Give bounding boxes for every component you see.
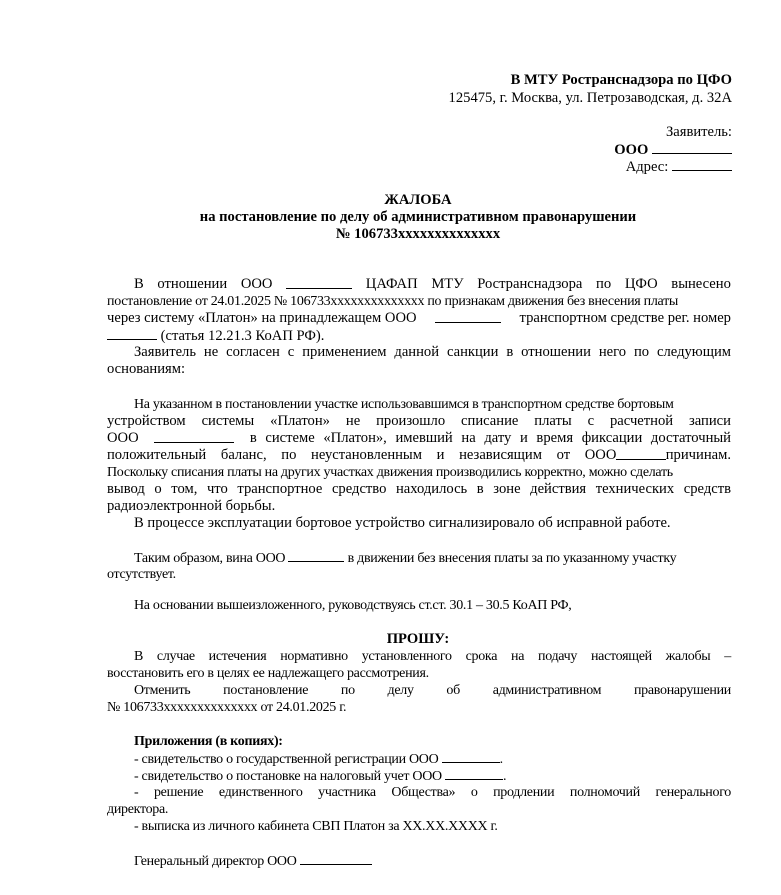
request-heading: ПРОШУ: xyxy=(386,631,450,647)
applicant-address-label: Адрес: xyxy=(625,159,669,175)
request-item2-line2: № 106733xxxxxxxxxxxxxx от 24.01.2025 г. xyxy=(107,700,347,715)
attachment-item: - свидетельство о государственной регистрации ООО . xyxy=(134,752,503,767)
request-item1-line2: восстановить его в целях ее надлежащего рассмотрения. xyxy=(107,666,429,681)
word: ЦАФАП xyxy=(365,276,418,292)
p1-line3 xyxy=(107,310,731,327)
org-blank xyxy=(154,430,234,443)
word: платы xyxy=(534,413,572,429)
p3-line1: На указанном в постановлении участке использовавшимся в транспортном средстве бортовым xyxy=(134,397,674,412)
text-fragment: в движении без внесения платы за по указанному участку xyxy=(347,551,677,566)
attachment-item: - решение единственного участника Общества» о продлении полномочий генерального xyxy=(134,785,731,800)
recipient-address: 125475, г. Москва, ул. Петрозаводская, д. 32А xyxy=(448,90,732,106)
p1-line1 xyxy=(134,276,731,293)
org-blank xyxy=(616,447,665,460)
applicant-org: ООО xyxy=(614,142,649,158)
p3-line3 xyxy=(107,430,731,447)
attachments-heading: Приложения (в копиях): xyxy=(134,734,283,749)
text-fragment: положительный баланс, по неустановленным и независящим от ООО xyxy=(107,447,617,463)
word: системы xyxy=(201,413,255,429)
request-item2-line1 xyxy=(134,682,731,699)
word: записи xyxy=(689,413,731,429)
word: «Платон» xyxy=(270,413,330,429)
word: списание xyxy=(461,413,519,429)
p3-line7: радиоэлектронной борьбы. xyxy=(107,498,276,514)
signature-label: Генеральный директор ООО xyxy=(134,854,297,869)
text-fragment: транспортном средстве рег. номер xyxy=(519,310,731,326)
applicant-label: Заявитель: xyxy=(665,124,732,140)
p3-line6: вывод о том, что транспортное средство находилось в зоне действия технических средств xyxy=(107,481,731,497)
reg-number-blank xyxy=(107,327,157,340)
word: отношении xyxy=(157,276,228,292)
p6: На основании вышеизложенного, руководствуясь ст.ст. 30.1 – 30.5 КоАП РФ, xyxy=(134,598,572,613)
applicant-org-blank xyxy=(652,141,732,154)
word: делу xyxy=(387,683,414,698)
attachment-item: - свидетельство о постановке на налоговый учет ООО . xyxy=(134,769,507,784)
word: административном xyxy=(492,683,602,698)
word: правонарушении xyxy=(633,683,731,698)
text-fragment: Таким образом, вина ООО xyxy=(134,551,286,566)
text-fragment: в системе «Платон», имевший на дату и время фиксации достаточный xyxy=(249,430,731,446)
applicant-address-blank xyxy=(672,158,732,171)
word: МТУ xyxy=(431,276,464,292)
applicant-org-line xyxy=(500,141,732,159)
p5-line1 xyxy=(134,549,676,567)
word: В xyxy=(134,276,144,292)
signature-blank xyxy=(300,852,372,865)
org-blank xyxy=(445,767,503,780)
p3-line5: Поскольку списания платы на других участках движения производились корректно, можно сделать xyxy=(107,465,673,480)
word: не xyxy=(345,413,361,429)
text-fragment: ООО xyxy=(107,430,139,446)
request-item1-line1: В случае истечения нормативно установленного срока на подачу настоящей жалобы – xyxy=(134,649,731,664)
doc-number: № 106733xxxxxxxxxxxxxx xyxy=(335,226,501,242)
word: ООО xyxy=(240,276,273,292)
p2-line2: основаниям: xyxy=(107,361,186,377)
doc-title: ЖАЛОБА xyxy=(384,192,452,208)
recipient-name: В МТУ Ространснадзора по ЦФО xyxy=(510,72,732,88)
org-blank xyxy=(286,276,352,289)
attachment-text: - свидетельство о постановке на налоговый учет ООО xyxy=(134,769,442,784)
p1-line4 xyxy=(107,327,324,345)
word: устройством xyxy=(107,413,186,429)
org-blank xyxy=(442,750,500,763)
word: Ространснадзора xyxy=(477,276,583,292)
p3-line2 xyxy=(107,413,731,430)
p3-line4 xyxy=(107,447,731,464)
attachment-item: - выписка из личного кабинета СВП Платон за XX.XX.XXXX г. xyxy=(134,819,498,834)
signature-line xyxy=(134,852,372,870)
word: произошло xyxy=(376,413,446,429)
word: расчетной xyxy=(610,413,674,429)
word: постановление xyxy=(223,683,309,698)
applicant-address-line xyxy=(500,158,732,176)
text-fragment: причинам. xyxy=(665,447,731,463)
word: с xyxy=(587,413,595,429)
word: по xyxy=(596,276,612,292)
word: об xyxy=(446,683,460,698)
attachment-text: - свидетельство о государственной регистрации ООО xyxy=(134,752,439,767)
p1-line2: постановление от 24.01.2025 № 106733xxxxxxxxxxxxxx по признакам движения без внесения платы xyxy=(107,294,678,309)
org-blank xyxy=(288,549,344,562)
word: ЦФО xyxy=(624,276,658,292)
p2-line1: Заявитель не согласен с применением данной санкции в отношении него по следующим xyxy=(134,344,731,360)
org-blank xyxy=(435,310,501,323)
attachment-item-cont: директора. xyxy=(107,802,169,817)
text-fragment: (статья 12.21.3 КоАП РФ). xyxy=(160,328,325,344)
doc-subtitle: на постановление по делу об административном правонарушении xyxy=(199,209,637,225)
word: вынесено xyxy=(671,276,731,292)
word: по xyxy=(340,683,355,698)
p4: В процессе эксплуатации бортовое устройство сигнализировало об исправной работе. xyxy=(134,515,671,531)
text-fragment: через системy «Платон» на принадлежащем ООО xyxy=(107,310,417,326)
p5-line2: отсутствует. xyxy=(107,567,176,582)
word: Отменить xyxy=(134,683,191,698)
